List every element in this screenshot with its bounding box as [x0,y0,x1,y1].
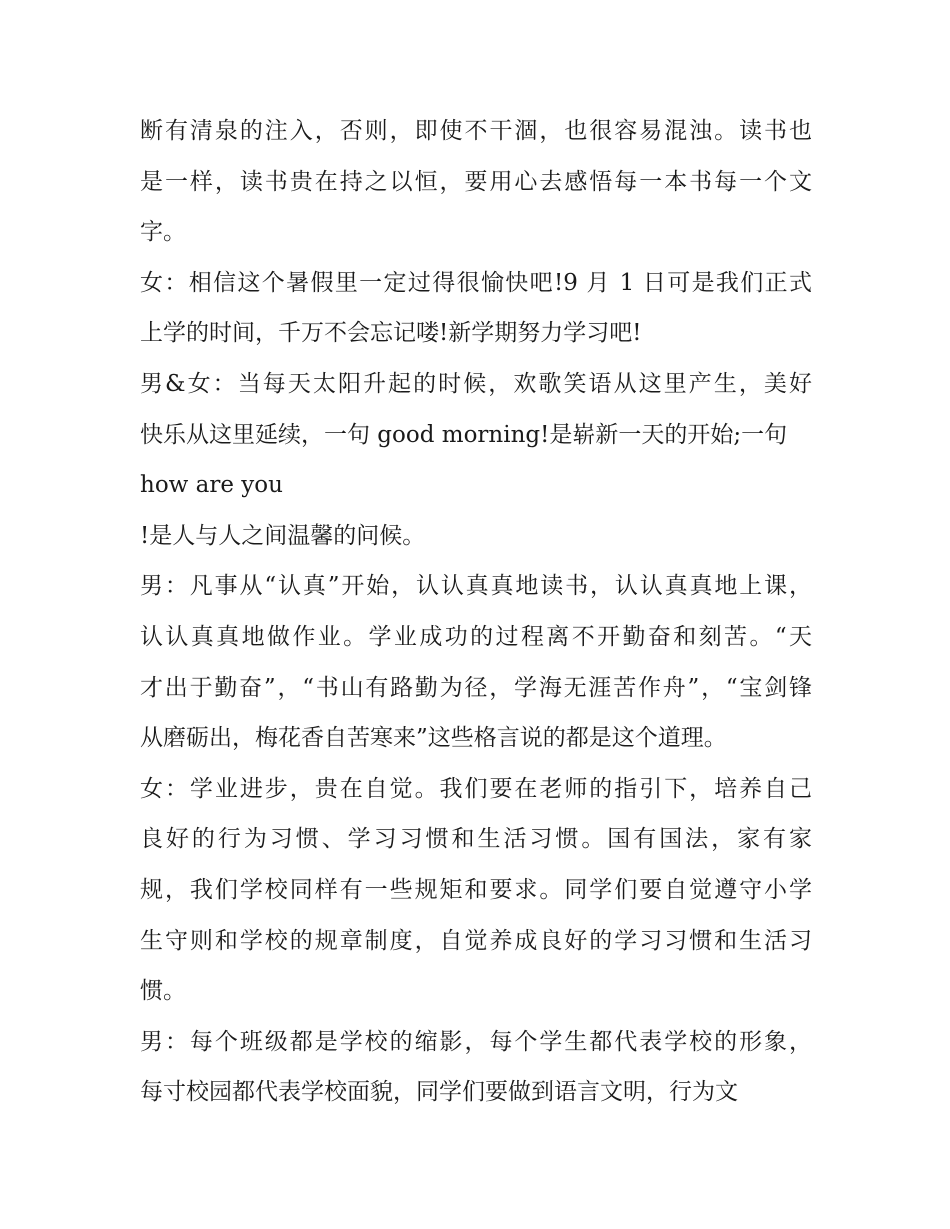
text-line: 从磨砺出，梅花香自苦寒来”这些格言说的都是这个道理。 [140,725,727,752]
text-line: 良好的行为习惯、学习习惯和生活习惯。国有国法，家有家 [140,826,812,853]
text-line: 才出于勤奋”，“书山有路勤为径，学海无涯苦作舟”，“宝剑锋 [140,674,812,701]
text-line: 女：学业进步，贵在自觉。我们要在老师的指引下，培养自己 [140,775,812,802]
text-line: how are you [140,472,283,499]
text-line: 生守则和学校的规章制度，自觉养成良好的学习习惯和生活习 [140,927,812,954]
text-line: 认认真真地做作业。学业成功的过程离不开勤奋和刻苦。“天 [140,623,812,650]
text-line: 每寸校园都代表学校面貌，同学们要做到语言文明，行为文 [140,1079,738,1106]
document-body-text [140,106,812,1118]
text-line: 男：凡事从“认真”开始，认认真真地读书，认认真真地上课， [140,573,812,600]
text-line: 快乐从这里延续，一句 good morning!是崭新一天的开始;一句 [140,421,788,448]
text-line: 规，我们学校同样有一些规矩和要求。同学们要自觉遵守小学 [140,876,812,903]
text-line: 字。 [140,219,186,246]
text-line: 男&女：当每天太阳升起的时候，欢歌笑语从这里产生，美好 [140,370,812,397]
text-line: 是一样，读书贵在持之以恒，要用心去感悟每一本书每一个文 [140,168,812,195]
text-line: 男：每个班级都是学校的缩影，每个学生都代表学校的形象， [140,1028,812,1055]
text-line: 断有清泉的注入，否则，即使不干涸，也很容易混浊。读书也 [140,118,812,144]
text-line: 女：相信这个暑假里一定过得很愉快吧!9 月 1 日可是我们正式 [140,269,812,296]
text-line: 上学的时间，千万不会忘记喽!新学期努力学习吧! [140,320,642,347]
text-line: !是人与人之间温馨的问候。 [140,522,426,549]
text-line: 惯。 [140,978,186,1005]
